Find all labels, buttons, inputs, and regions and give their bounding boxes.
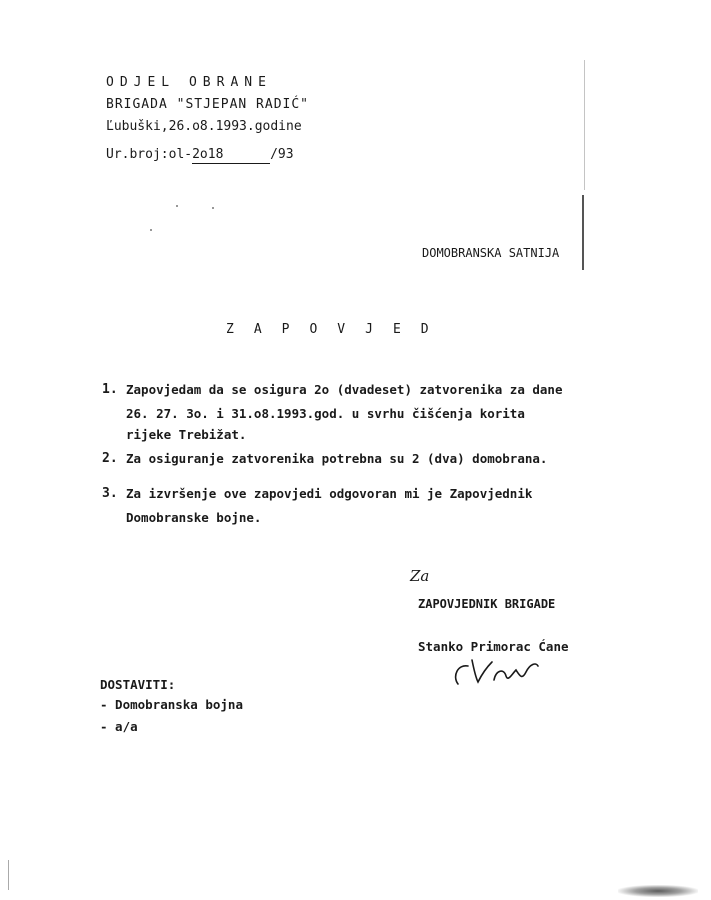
place-date: Ľubuški,26.o8.1993.godine bbox=[106, 119, 302, 134]
item-line: 26. 27. 3o. i 31.o8.1993.god. u svrhu čišćenja korita bbox=[126, 406, 525, 421]
scan-edge-line bbox=[8, 860, 9, 890]
recipient: DOMOBRANSKA SATNIJA bbox=[422, 246, 560, 260]
scan-speck bbox=[212, 207, 214, 209]
document-title: ZAPOVJED bbox=[226, 322, 449, 337]
item-line: rijeke Trebižat. bbox=[126, 427, 247, 442]
distribution-entry: - a/a bbox=[100, 719, 138, 734]
brigade-name: BRIGADA "STJEPAN RADIĆ" bbox=[106, 97, 310, 112]
scan-smudge bbox=[618, 885, 698, 897]
reference-suffix: /93 bbox=[270, 147, 294, 162]
item-number: 2. bbox=[102, 451, 118, 466]
scan-speck bbox=[150, 229, 152, 231]
handwritten-za: Za bbox=[410, 567, 430, 585]
department-name: ODJEL OBRANE bbox=[106, 75, 272, 90]
item-number: 1. bbox=[102, 382, 118, 397]
scan-edge-line bbox=[584, 60, 585, 190]
item-number: 3. bbox=[102, 486, 118, 501]
item-line: Zapovjedam da se osigura 2o (dvadeset) zatvorenika za dane bbox=[126, 382, 563, 397]
handwritten-signature bbox=[450, 652, 550, 692]
reference-prefix: Ur.broj:ol- bbox=[106, 147, 193, 162]
scan-speck bbox=[176, 205, 178, 207]
reference-number bbox=[106, 147, 294, 164]
commander-name: Stanko Primorac Ćane bbox=[418, 639, 569, 654]
reference-number-field: 2o18 bbox=[192, 147, 270, 164]
distribution-entry: - Domobranska bojna bbox=[100, 697, 243, 712]
distribution-label: DOSTAVITI: bbox=[100, 677, 176, 692]
commander-title: ZAPOVJEDNIK BRIGADE bbox=[418, 597, 556, 611]
scan-edge-line bbox=[582, 195, 584, 270]
item-line: Za izvršenje ove zapovjedi odgovoran mi je Zapovjednik bbox=[126, 486, 533, 501]
item-line: Za osiguranje zatvorenika potrebna su 2 (dva) domobrana. bbox=[126, 451, 548, 466]
item-line: Domobranske bojne. bbox=[126, 510, 262, 525]
